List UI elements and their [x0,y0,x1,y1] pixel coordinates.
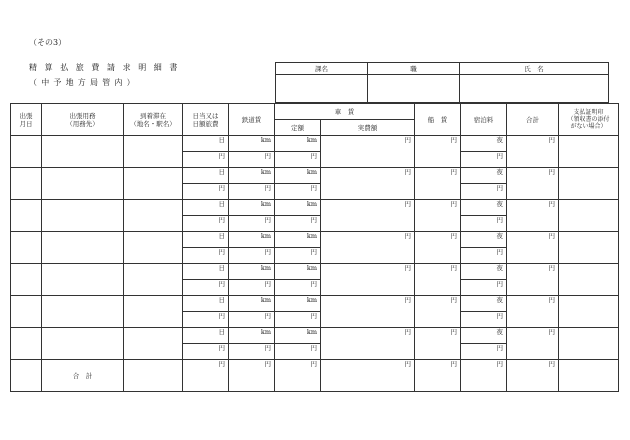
requester-info-table [275,62,609,103]
rail-fare-amount[interactable]: 円 [229,152,275,168]
ship-fare-amount[interactable]: 円 [415,328,461,360]
rail-distance[interactable]: km [229,296,275,312]
entry-row-day [11,296,619,312]
destination-cell[interactable] [124,328,183,360]
payment-proof-cell[interactable] [559,264,619,296]
ship-fare-amount[interactable]: 円 [415,136,461,168]
entry-row-day [11,200,619,216]
depart-date-cell[interactable] [11,200,42,232]
payment-proof-cell[interactable] [559,328,619,360]
total-amount[interactable]: 円 [507,168,559,200]
car-fixed-distance[interactable]: km [275,296,321,312]
lodging-amount[interactable]: 円 [461,152,507,168]
header-purpose: 出張用務 （用務先） [42,104,124,136]
total-amount[interactable]: 円 [507,296,559,328]
car-actual-cost[interactable]: 円 [321,232,415,264]
ship-fare-amount[interactable]: 円 [415,296,461,328]
daily-allowance-days[interactable]: 日 [183,264,229,280]
ship-fare-amount[interactable]: 円 [415,264,461,296]
daily-allowance-amount[interactable]: 円 [183,344,229,360]
destination-cell[interactable] [124,296,183,328]
car-actual-cost[interactable]: 円 [321,264,415,296]
daily-allowance-amount[interactable]: 円 [183,184,229,200]
car-actual-cost[interactable]: 円 [321,200,415,232]
purpose-cell[interactable] [42,200,124,232]
rail-distance[interactable]: km [229,168,275,184]
total-car-actual[interactable]: 円 [321,360,415,392]
purpose-cell[interactable] [42,136,124,168]
rail-fare-amount[interactable]: 円 [229,184,275,200]
payment-proof-cell[interactable] [559,136,619,168]
total-label: 合 計 [42,360,124,392]
payment-proof-cell[interactable] [559,232,619,264]
total-amount[interactable]: 円 [507,136,559,168]
entry-row-day [11,232,619,248]
lodging-amount[interactable]: 円 [461,248,507,264]
payment-proof-cell[interactable] [559,296,619,328]
car-actual-cost[interactable]: 円 [321,136,415,168]
entry-row-day [11,264,619,280]
destination-cell[interactable] [124,264,183,296]
rail-fare-amount[interactable]: 円 [229,216,275,232]
section-label: 課名 [276,63,368,75]
total-row-destination [124,360,183,392]
daily-allowance-days[interactable]: 日 [183,136,229,152]
car-fixed-distance[interactable]: km [275,328,321,344]
entry-row-day [11,168,619,184]
total-rail-fare[interactable]: 円 [229,360,275,392]
lodging-nights[interactable]: 夜 [461,296,507,312]
purpose-cell[interactable] [42,232,124,264]
car-fixed-distance[interactable]: km [275,232,321,248]
total-amount[interactable]: 円 [507,328,559,360]
header-car-fare: 車 賃 [275,104,415,120]
car-actual-cost[interactable]: 円 [321,328,415,360]
header-lodging: 宿泊料 [461,104,507,136]
total-amount[interactable]: 円 [507,200,559,232]
header-actual-cost: 実費額 [321,120,415,136]
car-actual-cost[interactable]: 円 [321,296,415,328]
total-amount[interactable]: 円 [507,232,559,264]
rail-distance[interactable]: km [229,328,275,344]
total-payment-proof [559,360,619,392]
daily-allowance-amount[interactable]: 円 [183,216,229,232]
depart-date-cell[interactable] [11,328,42,360]
car-fixed-amount[interactable]: 円 [275,312,321,328]
destination-cell[interactable] [124,168,183,200]
lodging-amount[interactable]: 円 [461,344,507,360]
travel-expense-table [10,103,619,392]
car-fixed-distance[interactable]: km [275,136,321,152]
name-field[interactable] [460,75,609,103]
depart-date-cell[interactable] [11,136,42,168]
car-fixed-amount[interactable]: 円 [275,280,321,296]
lodging-nights[interactable]: 夜 [461,200,507,216]
rail-fare-amount[interactable]: 円 [229,248,275,264]
document-title: 精算払旅費請求明細書 [29,63,185,72]
daily-allowance-amount[interactable]: 円 [183,312,229,328]
daily-allowance-days[interactable]: 日 [183,232,229,248]
lodging-amount[interactable]: 円 [461,280,507,296]
depart-date-cell[interactable] [11,232,42,264]
total-row-date [11,360,42,392]
car-fixed-distance[interactable]: km [275,264,321,280]
car-fixed-amount[interactable]: 円 [275,216,321,232]
depart-date-cell[interactable] [11,264,42,296]
car-fixed-amount[interactable]: 円 [275,152,321,168]
rail-fare-amount[interactable]: 円 [229,280,275,296]
purpose-cell[interactable] [42,296,124,328]
car-actual-cost[interactable]: 円 [321,168,415,200]
header-total: 合計 [507,104,559,136]
lodging-nights[interactable]: 夜 [461,328,507,344]
lodging-amount[interactable]: 円 [461,216,507,232]
daily-allowance-days[interactable]: 日 [183,200,229,216]
lodging-amount[interactable]: 円 [461,312,507,328]
car-fixed-distance[interactable]: km [275,200,321,216]
destination-cell[interactable] [124,200,183,232]
section-field[interactable] [276,75,368,103]
depart-date-cell[interactable] [11,168,42,200]
total-car-fixed[interactable]: 円 [275,360,321,392]
header-ship-fare: 船 賃 [415,104,461,136]
daily-allowance-days[interactable]: 日 [183,296,229,312]
car-fixed-amount[interactable]: 円 [275,248,321,264]
ship-fare-amount[interactable]: 円 [415,200,461,232]
car-fixed-amount[interactable]: 円 [275,344,321,360]
rail-fare-amount[interactable]: 円 [229,344,275,360]
daily-allowance-days[interactable]: 日 [183,328,229,344]
payment-proof-cell[interactable] [559,168,619,200]
rail-distance[interactable]: km [229,264,275,280]
daily-allowance-days[interactable]: 日 [183,168,229,184]
entry-row-day [11,328,619,344]
title-field[interactable] [368,75,460,103]
rail-distance[interactable]: km [229,200,275,216]
lodging-nights[interactable]: 夜 [461,136,507,152]
car-fixed-distance[interactable]: km [275,168,321,184]
depart-date-cell[interactable] [11,296,42,328]
header-daily-allowance: 日当又は 日額旅費 [183,104,229,136]
purpose-cell[interactable] [42,264,124,296]
header-payment-proof: 支払証明印 （領収書の添付 がない場合） [559,104,619,136]
car-fixed-amount[interactable]: 円 [275,184,321,200]
destination-cell[interactable] [124,136,183,168]
purpose-cell[interactable] [42,168,124,200]
total-lodging[interactable]: 円 [461,360,507,392]
daily-allowance-amount[interactable]: 円 [183,248,229,264]
ship-fare-amount[interactable]: 円 [415,168,461,200]
title-label: 職 [368,63,460,75]
daily-allowance-amount[interactable]: 円 [183,280,229,296]
total-row [11,360,619,392]
ship-fare-amount[interactable]: 円 [415,232,461,264]
header-destination: 到着滞在 （地名・駅名） [124,104,183,136]
daily-allowance-amount[interactable]: 円 [183,152,229,168]
entry-row-day [11,136,619,152]
document-subtitle: （中予地方局管内） [29,78,139,87]
rail-distance[interactable]: km [229,232,275,248]
destination-cell[interactable] [124,232,183,264]
name-label: 氏 名 [460,63,609,75]
header-fixed-rate: 定額 [275,120,321,136]
lodging-nights[interactable]: 夜 [461,168,507,184]
document-number: （その3） [29,38,67,47]
rail-distance[interactable]: km [229,136,275,152]
total-daily-allowance[interactable]: 円 [183,360,229,392]
grand-total[interactable]: 円 [507,360,559,392]
lodging-nights[interactable]: 夜 [461,264,507,280]
purpose-cell[interactable] [42,328,124,360]
total-amount[interactable]: 円 [507,264,559,296]
rail-fare-amount[interactable]: 円 [229,312,275,328]
payment-proof-cell[interactable] [559,200,619,232]
lodging-nights[interactable]: 夜 [461,232,507,248]
lodging-amount[interactable]: 円 [461,184,507,200]
header-depart-date: 出張 月日 [11,104,42,136]
total-ship-fare[interactable]: 円 [415,360,461,392]
header-rail-fare: 鉄道賃 [229,104,275,136]
